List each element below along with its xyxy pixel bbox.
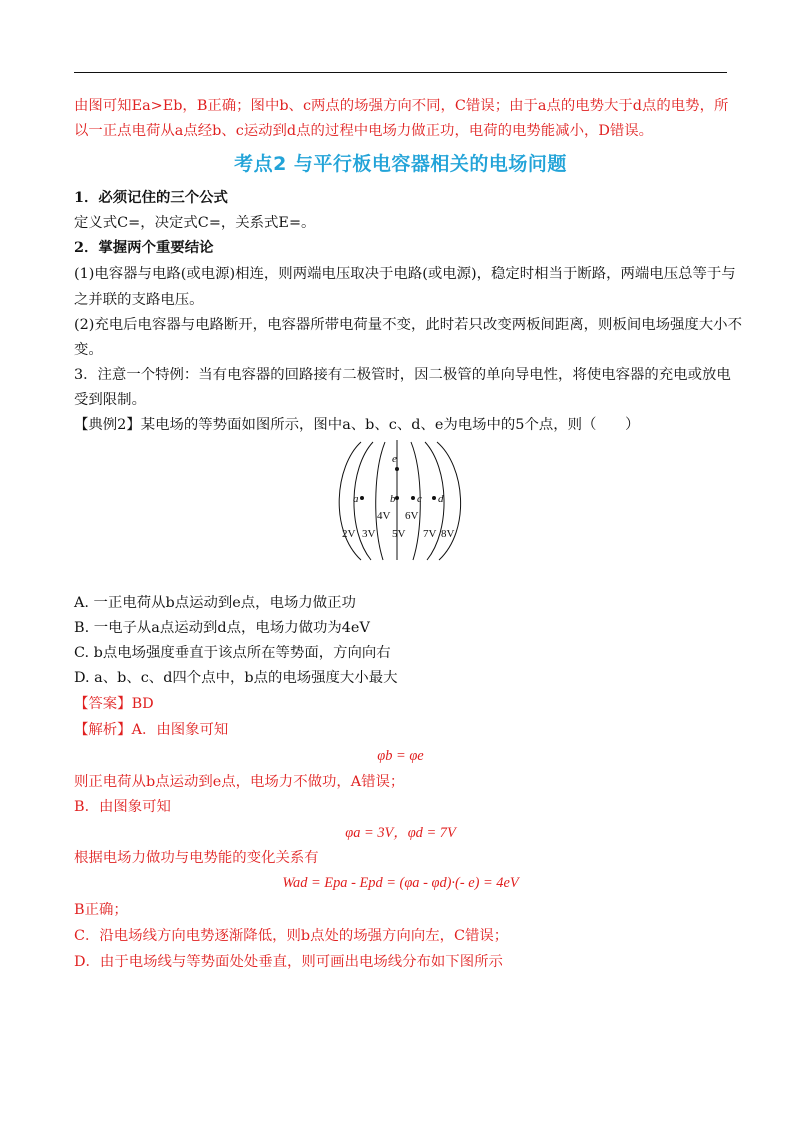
explanation-line: 则正电荷从b点运动到e点，电场力不做功，A错误；: [74, 774, 405, 790]
voltage-label: 7V: [423, 528, 437, 540]
voltage-label: 8V: [441, 528, 455, 540]
point-c-dot: [411, 496, 415, 500]
text-line: 1．必须记住的三个公式: [74, 189, 228, 206]
explanation-line: B．由图象可知: [74, 799, 171, 815]
explanation-line: B正确；: [74, 902, 128, 918]
text-line: (2)充电后电容器与电路断开，电容器所带电荷量不变，此时若只改变两板间距离，则板间电场强度大小不: [74, 317, 742, 333]
explanation-line: D．由于电场线与等势面处处垂直，则可画出电场线分布如下图所示: [74, 954, 503, 970]
example-question: 【典例2】某电场的等势面如图所示，图中a、b、c、d、e为电场中的5个点，则（ ）: [74, 417, 640, 433]
option-d: D. a、b、c、d四个点中，b点的电场强度大小最大: [74, 670, 398, 686]
voltage-label: 5V: [392, 528, 406, 540]
option-a: A. 一正电荷从b点运动到e点，电场力做正功: [74, 595, 356, 611]
voltage-label: 3V: [362, 528, 376, 540]
text-line: (1)电容器与电路(或电源)相连，则两端电压取决于电路(或电源)，稳定时相当于断路，两端电压总等于与: [74, 266, 736, 282]
text-line: 以一正点电荷从a点经b、c运动到d点的过程中电场力做正功，电荷的电势能减小，D错误。: [74, 123, 654, 139]
point-d-dot: [432, 496, 436, 500]
equation: Wad = Epa - Epd = (φa - φd)·(- e) = 4eV: [282, 875, 519, 891]
point-label: b: [390, 493, 396, 505]
point-e-dot: [395, 467, 399, 471]
point-b-dot: [395, 496, 399, 500]
section-title: 考点2 与平行板电容器相关的电场问题: [234, 153, 567, 175]
explanation-line: C．沿电场线方向电势逐渐降低，则b点处的场强方向向左，C错误；: [74, 928, 509, 944]
text-line: 之并联的支路电压。: [74, 292, 204, 308]
point-label: c: [417, 493, 422, 505]
equipotential-figure: [333, 438, 469, 562]
voltage-label: 4V: [377, 510, 391, 522]
equation: φb = φe: [377, 748, 424, 764]
option-c: C. b点电场强度垂直于该点所在等势面，方向向右: [74, 645, 391, 661]
point-a-dot: [360, 496, 364, 500]
voltage-label: 6V: [405, 510, 419, 522]
text-line: 变。: [74, 342, 103, 358]
text-line: 2．掌握两个重要结论: [74, 239, 214, 256]
equipotential-curve: [376, 442, 385, 560]
point-label: a: [353, 493, 359, 505]
text-line: 定义式C=，决定式C=，关系式E=。: [74, 215, 316, 231]
equation: φa = 3V，φd = 7V: [345, 825, 456, 841]
explanation-line: 【解析】A．由图象可知: [74, 722, 229, 738]
option-b: B. 一电子从a点运动到d点，电场力做功为4eV: [74, 620, 370, 636]
header-rule: [74, 72, 727, 73]
explanation-line: 根据电场力做功与电势能的变化关系有: [74, 850, 319, 866]
text-line: 由图可知Ea>Eb，B正确；图中b、c两点的场强方向不同，C错误；由于a点的电势大于d点的电势，所: [74, 98, 729, 114]
text-line: 3．注意一个特例：当有电容器的回路接有二极管时，因二极管的单向导电性，将使电容器的充电或放电: [74, 367, 731, 383]
answer: 【答案】BD: [74, 696, 154, 712]
text-line: 受到限制。: [74, 392, 146, 408]
voltage-label: 2V: [342, 528, 356, 540]
point-label: d: [438, 493, 444, 505]
point-label: e: [392, 453, 397, 465]
